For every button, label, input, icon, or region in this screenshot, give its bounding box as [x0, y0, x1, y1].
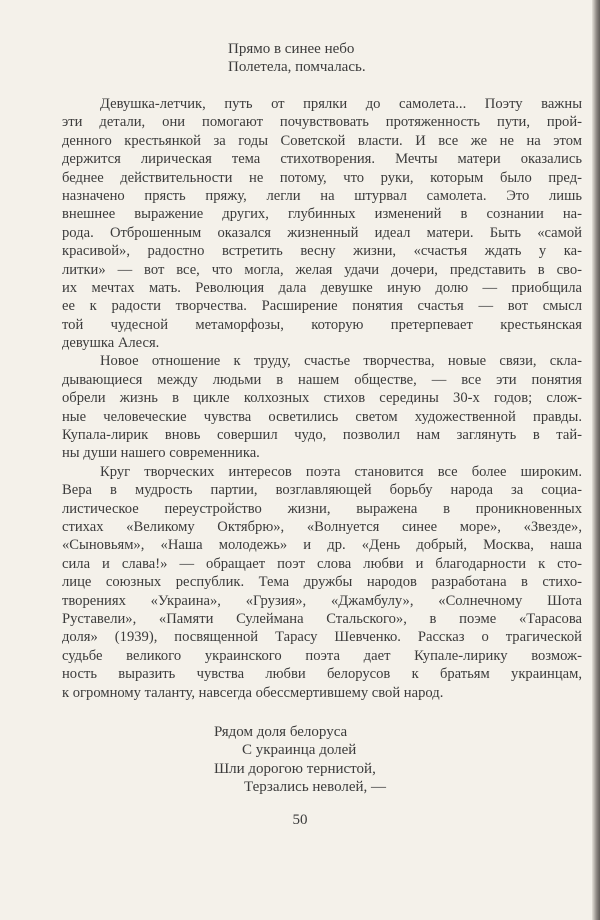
text-line: сила и слава!» — обращает поэт слова любви и благодарности к сто-: [62, 555, 582, 572]
text-line: эти детали, они помогают почувствовать протяженность пути, прой-: [62, 114, 582, 131]
verse-line: Шли дорогою тернистой,: [214, 760, 376, 777]
text-line: листическое переустройство жизни, выражена в проникновенных: [62, 500, 582, 517]
text-line: Руставели», «Памяти Сулеймана Стальского», в поэме «Тарасова: [62, 610, 582, 627]
paragraph: [62, 352, 582, 462]
text-line: девушка Алеся.: [62, 335, 160, 352]
text-line: литки» — вот все, что могла, желая удачи дочери, представить в сво-: [62, 261, 582, 278]
text-line: назначено прясть пряжу, легли на штурвал самолета. Это лишь: [62, 187, 582, 204]
page-edge-shadow: [592, 0, 600, 920]
text-line: Купала-лирик вновь совершил чудо, позволил нам заглянуть в тай-: [62, 427, 582, 444]
text-line: Новое отношение к труду, счастье творчества, новые связи, скла-: [100, 353, 582, 370]
text-line: внешнее выражение других, глубинных изменений в сознании на-: [62, 206, 582, 223]
text-line: обрели жизнь в цикле колхозных стихов середины 30-х годов; слож-: [62, 390, 582, 407]
body-text: [62, 95, 582, 702]
verse-line: Прямо в синее небо: [228, 41, 355, 57]
text-line: «Сыновьям», «Наша молодежь» и др. «День добрый, Москва, наша: [62, 537, 582, 554]
text-line: денного крестьянкой за годы Советской власти. И все же не на этом: [62, 132, 582, 149]
text-line: доля» (1939), посвященной Тарасу Шевченко. Рассказ о трагической: [62, 629, 582, 646]
page-number: 50: [292, 812, 308, 828]
text-line: Вера в мудрость партии, возглавляющей борьбу народа за социа-: [62, 482, 582, 499]
text-line: рода. Отброшенным оказался жизненный идеал матери. Быть «самой: [62, 224, 582, 241]
text-line: к огромному таланту, навсегда обессмертившему свой народ.: [62, 684, 444, 701]
text-line: Круг творческих интересов поэта становится все более широким.: [100, 463, 582, 480]
text-line: стихах «Великому Октябрю», «Волнуется синее море», «Звезде»,: [62, 518, 582, 535]
verse-line: Терзались неволей, —: [244, 779, 387, 796]
text-line: беднее действительности не потому, что руки, которым было пред-: [62, 169, 582, 186]
verse-line: Полетела, помчалась.: [228, 59, 366, 76]
paragraph: [62, 463, 582, 702]
text-line: ность выразить чувства любви белорусов к братьям украинцам,: [62, 666, 582, 683]
text-line: их мечтах мать. Революция дала девушке иную долю — приобщила: [62, 279, 582, 296]
paragraph: [62, 95, 582, 352]
text-line: творениях «Украина», «Грузия», «Джамбулу», «Солнечному Шота: [62, 592, 582, 609]
verse-bottom: [214, 723, 386, 797]
text-line: ны души нашего современника.: [62, 445, 260, 462]
text-line: Девушка-летчик, путь от прялки до самолета... Поэту важны: [100, 96, 582, 112]
text-line: лице союзных республик. Тема дружбы народов разработана в стихо-: [62, 574, 582, 591]
text-line: держится лирическая тема стихотворения. Мечты матери оказались: [62, 151, 582, 168]
verse-line: С украинца долей: [242, 742, 357, 759]
text-line: ные человеческие чувства осветились светом художественной правды.: [62, 408, 582, 425]
text-line: судьбе великого украинского поэта дает Купале-лирику возмож-: [62, 647, 582, 664]
text-line: дывающиеся между людьми в нашем обществе, — все эти понятия: [62, 371, 582, 388]
text-line: той чудесной метаморфозы, которую претерпевает крестьянская: [62, 316, 582, 333]
verse-line: Рядом доля белоруса: [214, 724, 348, 740]
text-line: ее к радости творчества. Расширение понятия счастья — вот смысл: [62, 298, 582, 315]
verse-top: [228, 40, 366, 77]
text-line: красивой», радостно встретить весну жизни, «счастья ждать у ка-: [62, 243, 582, 260]
